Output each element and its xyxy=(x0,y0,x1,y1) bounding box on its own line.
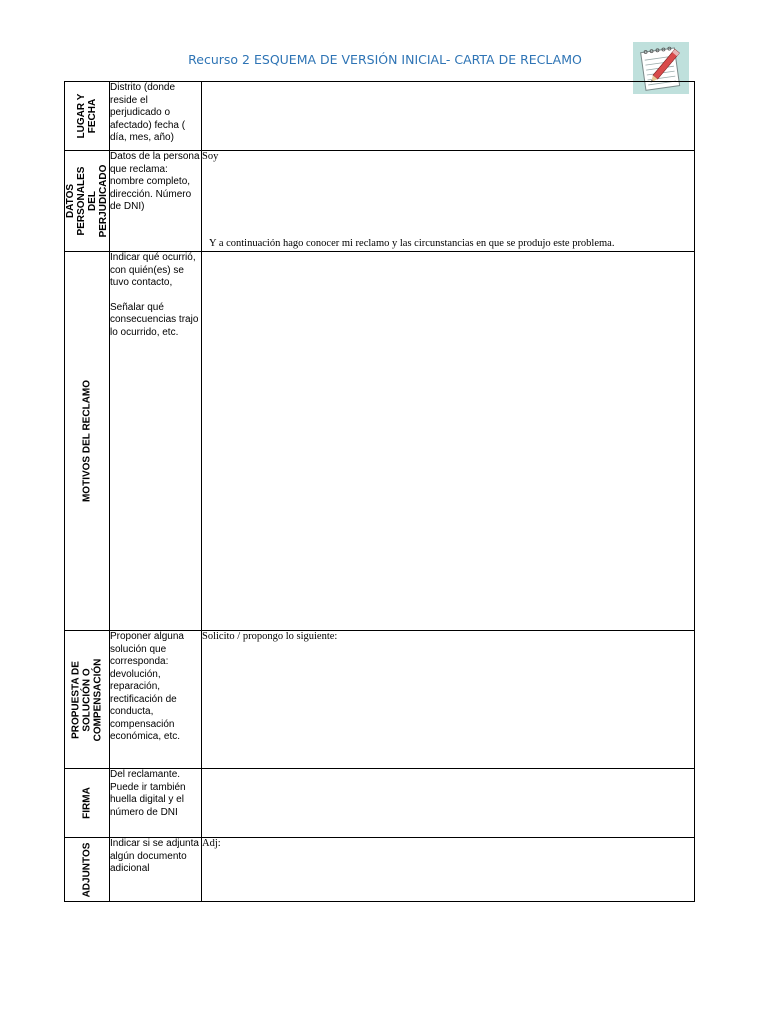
write-area-adjuntos[interactable] xyxy=(202,838,695,902)
instruction-adjuntos: Indicar si se adjunta algún documento adicional xyxy=(110,838,202,902)
row-adjuntos xyxy=(65,838,695,902)
prefill-continuacion: Y a continuación hago conocer mi reclamo y las circunstancias en que se produjo este problema. xyxy=(209,238,615,249)
row-label-propuesta: PROPUESTA DE SOLUCIÓN O COMPENSACIÓN xyxy=(65,631,110,769)
document-title: Recurso 2 ESQUEMA DE VERSIÓN INICIAL- CARTA DE RECLAMO xyxy=(188,52,582,67)
row-motivos xyxy=(65,252,695,631)
instruction-lugar-fecha: Distrito (donde reside el perjudicado o afectado) fecha ( día, mes, año) xyxy=(110,82,202,151)
complaint-letter-table xyxy=(64,81,695,902)
write-area-lugar-fecha[interactable] xyxy=(202,82,695,151)
row-datos-personales xyxy=(65,151,695,252)
row-label-motivos: MOTIVOS DEL RECLAMO xyxy=(65,252,110,631)
instruction-propuesta: Proponer alguna solución que corresponda: devolución, reparación, rectificación de conducta, compensación económica, etc. xyxy=(110,631,202,769)
row-label-firma: FIRMA xyxy=(65,769,110,838)
write-area-firma[interactable] xyxy=(202,769,695,838)
row-lugar-fecha xyxy=(65,82,695,151)
instruction-motivos: Indicar qué ocurrió, con quién(es) se tuvo contacto, Señalar qué consecuencias trajo lo ocurrido, etc. xyxy=(110,252,202,631)
row-label-lugar-fecha: LUGAR Y FECHA xyxy=(65,82,110,151)
instruction-datos-personales: Datos de la persona que reclama: nombre completo, dirección. Número de DNI) xyxy=(110,151,202,252)
write-area-propuesta[interactable] xyxy=(202,631,695,769)
row-propuesta xyxy=(65,631,695,769)
prefill-solicito: Solicito / propongo lo siguiente: xyxy=(202,631,338,642)
write-area-motivos[interactable] xyxy=(202,252,695,631)
row-label-adjuntos: ADJUNTOS xyxy=(65,838,110,902)
write-area-datos-personales[interactable] xyxy=(202,151,695,252)
instruction-firma: Del reclamante. Puede ir también huella digital y el número de DNI xyxy=(110,769,202,838)
prefill-soy: Soy xyxy=(202,151,219,162)
prefill-adj: Adj: xyxy=(202,838,221,849)
row-label-datos-personales: DATOS PERSONALES DEL PERJUDICADO xyxy=(65,151,110,252)
row-firma xyxy=(65,769,695,838)
